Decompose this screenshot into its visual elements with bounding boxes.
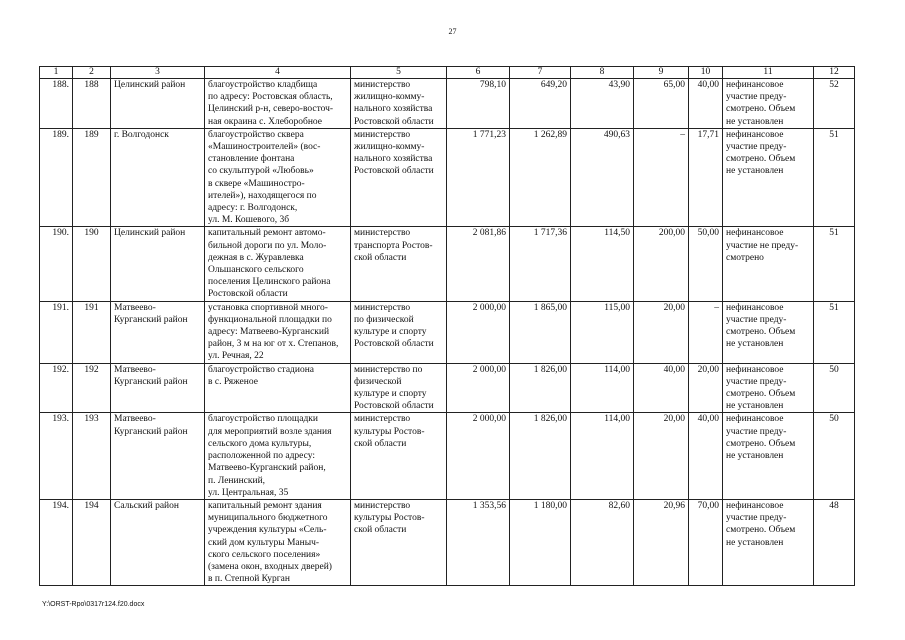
amount-col10-cell: 17,71: [689, 128, 723, 227]
amount-col9-cell: –: [634, 128, 689, 227]
amount-col10-cell: 40,00: [689, 79, 723, 129]
amount-col8-cell: 43,90: [571, 79, 634, 129]
participation-note-cell: нефинансовое участие преду- смотрено. Объем не установлен: [723, 413, 814, 499]
column-number: 2: [73, 67, 111, 79]
participation-note-cell: нефинансовое участие преду- смотрено. Объем не установлен: [723, 363, 814, 413]
district-cell: г. Волгодонск: [111, 128, 205, 227]
ministry-cell: министерство по физической культуре и спорту Ростовской области: [351, 363, 447, 413]
amount-total-cell: 2 000,00: [447, 301, 510, 363]
object-description-cell: капитальный ремонт здания муниципального бюджетного учреждения культуры «Сель- ский дом культуры Маныч- ского сельского поселения» (замена окон, входных дверей) в п. Степной Курган: [205, 499, 351, 585]
column-number: 11: [723, 67, 814, 79]
object-description-cell: благоустройство сквера «Машиностроителей» (вос- становление фонтана со скульптурой «Любовь» в сквере «Машиностро- ителей»), находящегося по адресу: г. Волгодонск, ул. М. Кошевого, 3б: [205, 128, 351, 227]
column-number: 6: [447, 67, 510, 79]
column-number: 5: [351, 67, 447, 79]
district-cell: Матвеево- Курганский район: [111, 413, 205, 499]
amount-total-cell: 1 353,56: [447, 499, 510, 585]
score-cell: 50: [814, 413, 855, 499]
column-number: 10: [689, 67, 723, 79]
object-description-cell: благоустройство кладбища по адресу: Ростовская область, Целинский р-н, северо-восточ- ная окраина с. Хлеборобное: [205, 79, 351, 129]
amount-col10-cell: 50,00: [689, 227, 723, 301]
table-row: [40, 499, 855, 585]
amount-col9-cell: 200,00: [634, 227, 689, 301]
table-row: [40, 227, 855, 301]
amount-col8-cell: 114,50: [571, 227, 634, 301]
row-number-cell: 194.: [40, 499, 73, 585]
page-number: 27: [448, 27, 457, 36]
amount-col9-cell: 40,00: [634, 363, 689, 413]
amount-col7-cell: 1 180,00: [510, 499, 571, 585]
score-cell: 50: [814, 363, 855, 413]
amount-total-cell: 2 000,00: [447, 413, 510, 499]
district-cell: Матвеево- Курганский район: [111, 363, 205, 413]
participation-note-cell: нефинансовое участие преду- смотрено. Объем не установлен: [723, 301, 814, 363]
object-description-cell: благоустройство стадиона в с. Ряженое: [205, 363, 351, 413]
ministry-cell: министерство жилищно-комму- нального хозяйства Ростовской области: [351, 128, 447, 227]
participation-note-cell: нефинансовое участие преду- смотрено. Объем не установлен: [723, 499, 814, 585]
ministry-cell: министерство по физической культуре и спорту Ростовской области: [351, 301, 447, 363]
file-path-footer: Y:\ORST-Rpo\0317r124.f20.docx: [42, 601, 145, 608]
object-description-cell: установка спортивной много- функциональной площадки по адресу: Матвеево-Курганский район, 3 м на юг от х. Степанов, ул. Речная, 22: [205, 301, 351, 363]
amount-total-cell: 798,10: [447, 79, 510, 129]
column-number: 12: [814, 67, 855, 79]
district-cell: Целинский район: [111, 79, 205, 129]
score-cell: 51: [814, 227, 855, 301]
participation-note-cell: нефинансовое участие преду- смотрено. Объем не установлен: [723, 79, 814, 129]
column-number: 4: [205, 67, 351, 79]
data-table: [39, 66, 855, 586]
row-number-cell: 188.: [40, 79, 73, 129]
amount-col10-cell: 70,00: [689, 499, 723, 585]
row-number-cell: 193.: [40, 413, 73, 499]
row-index-cell: 189: [73, 128, 111, 227]
row-index-cell: 192: [73, 363, 111, 413]
amount-col8-cell: 82,60: [571, 499, 634, 585]
ministry-cell: министерство культуры Ростов- ской области: [351, 499, 447, 585]
ministry-cell: министерство транспорта Ростов- ской области: [351, 227, 447, 301]
ministry-cell: министерство культуры Ростов- ской области: [351, 413, 447, 499]
column-number: 9: [634, 67, 689, 79]
row-index-cell: 194: [73, 499, 111, 585]
table-row: [40, 79, 855, 129]
amount-col7-cell: 649,20: [510, 79, 571, 129]
amount-col9-cell: 65,00: [634, 79, 689, 129]
score-cell: 48: [814, 499, 855, 585]
amount-col8-cell: 114,00: [571, 413, 634, 499]
amount-col7-cell: 1 826,00: [510, 363, 571, 413]
column-number: 3: [111, 67, 205, 79]
amount-col7-cell: 1 717,36: [510, 227, 571, 301]
amount-total-cell: 1 771,23: [447, 128, 510, 227]
row-number-cell: 192.: [40, 363, 73, 413]
row-number-cell: 190.: [40, 227, 73, 301]
table-row: [40, 128, 855, 227]
row-number-cell: 189.: [40, 128, 73, 227]
amount-col10-cell: 20,00: [689, 363, 723, 413]
score-cell: 51: [814, 128, 855, 227]
object-description-cell: капитальный ремонт автомо- бильной дороги по ул. Моло- дежная в с. Журавлевка Ольшанского сельского поселения Целинского района Ростовской области: [205, 227, 351, 301]
amount-col7-cell: 1 865,00: [510, 301, 571, 363]
amount-col8-cell: 490,63: [571, 128, 634, 227]
object-description-cell: благоустройство площадки для мероприятий возле здания сельского дома культуры, расположенной по адресу: Матвеево-Курганский район, п. Ленинский, ул. Центральная, 35: [205, 413, 351, 499]
ministry-cell: министерство жилищно-комму- нального хозяйства Ростовской области: [351, 79, 447, 129]
district-cell: Сальский район: [111, 499, 205, 585]
column-number-row: [40, 67, 855, 79]
score-cell: 52: [814, 79, 855, 129]
row-index-cell: 191: [73, 301, 111, 363]
amount-col7-cell: 1 826,00: [510, 413, 571, 499]
amount-total-cell: 2 081,86: [447, 227, 510, 301]
amount-col9-cell: 20,00: [634, 301, 689, 363]
amount-col10-cell: 40,00: [689, 413, 723, 499]
amount-col8-cell: 114,00: [571, 363, 634, 413]
table-row: [40, 301, 855, 363]
row-index-cell: 190: [73, 227, 111, 301]
table-row: [40, 363, 855, 413]
column-number: 7: [510, 67, 571, 79]
row-index-cell: 188: [73, 79, 111, 129]
district-cell: Матвеево- Курганский район: [111, 301, 205, 363]
participation-note-cell: нефинансовое участие преду- смотрено. Объем не установлен: [723, 128, 814, 227]
amount-total-cell: 2 000,00: [447, 363, 510, 413]
column-number: 8: [571, 67, 634, 79]
row-number-cell: 191.: [40, 301, 73, 363]
participation-note-cell: нефинансовое участие не преду- смотрено: [723, 227, 814, 301]
amount-col7-cell: 1 262,89: [510, 128, 571, 227]
table-row: [40, 413, 855, 499]
district-cell: Целинский район: [111, 227, 205, 301]
column-number: 1: [40, 67, 73, 79]
amount-col8-cell: 115,00: [571, 301, 634, 363]
amount-col10-cell: –: [689, 301, 723, 363]
score-cell: 51: [814, 301, 855, 363]
amount-col9-cell: 20,96: [634, 499, 689, 585]
row-index-cell: 193: [73, 413, 111, 499]
amount-col9-cell: 20,00: [634, 413, 689, 499]
